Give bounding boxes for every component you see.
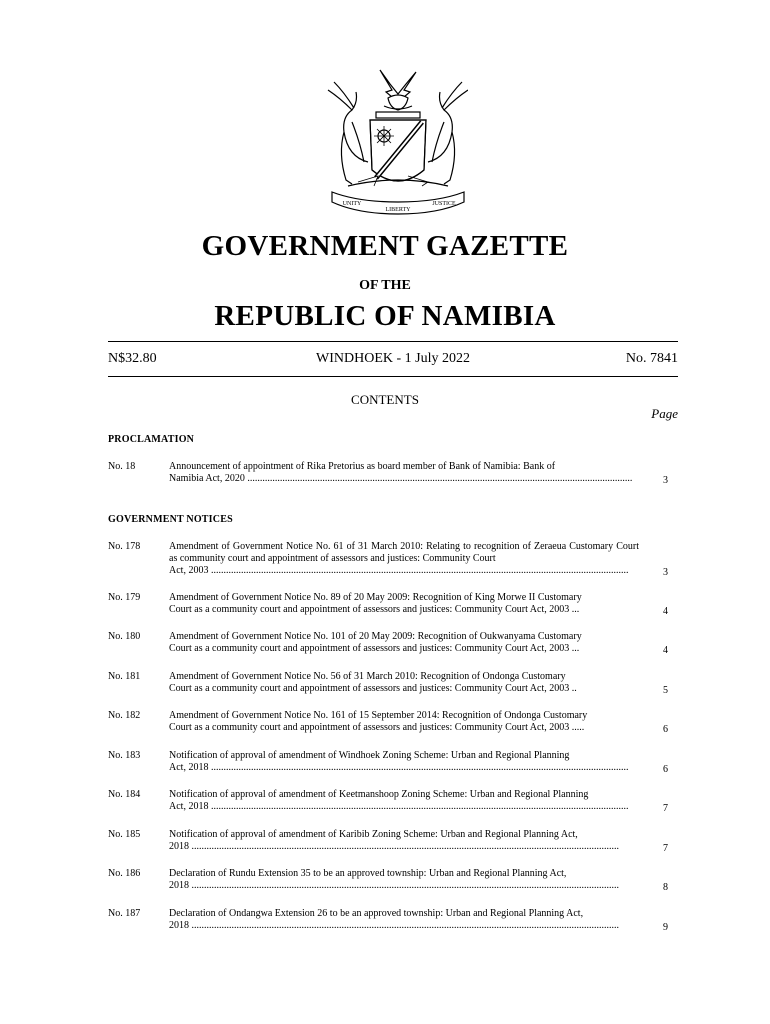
entry-title-last-line: 2018 ........................................................................................................................................................................... bbox=[169, 920, 619, 931]
entry-page: 6 bbox=[663, 764, 668, 775]
entry-page: 5 bbox=[663, 685, 668, 696]
entry-number: No. 185 bbox=[108, 829, 141, 840]
issue-line bbox=[108, 351, 678, 371]
entry-number: No. 183 bbox=[108, 750, 141, 761]
motto-unity: UNITY bbox=[342, 201, 362, 207]
entry-title: Declaration of Ondangwa Extension 26 to be an approved township: Urban and Regional Planning Act, 2018 ........................................................................................................................................................................... bbox=[169, 908, 639, 932]
entry-title-last-line: 2018 ........................................................................................................................................................................... bbox=[169, 880, 619, 891]
entry-number: No. 178 bbox=[108, 541, 141, 552]
issue-price: N$32.80 bbox=[108, 351, 157, 366]
page-column-label: Page bbox=[651, 406, 678, 421]
entry-title-last-line: Court as a community court and appointment of assessors and justices: Community Court Act, 2003 ..... bbox=[169, 722, 585, 733]
entry-page: 9 bbox=[663, 922, 668, 933]
entry-number: No. 187 bbox=[108, 908, 141, 919]
top-divider bbox=[108, 341, 678, 342]
entry-title-last-line: Act, 2018 ....................................................................................................................................................................... bbox=[169, 762, 629, 773]
entry-page: 3 bbox=[663, 475, 668, 486]
entry-title-last-line: Act, 2018 ....................................................................................................................................................................... bbox=[169, 801, 629, 812]
entry-page: 6 bbox=[663, 724, 668, 735]
entry-page: 4 bbox=[663, 606, 668, 617]
entry-page: 3 bbox=[663, 567, 668, 578]
entry-title: Notification of approval of amendment of Karibib Zoning Scheme: Urban and Regional Planning Act, 2018 ........................................................................................................................................................................... bbox=[169, 829, 639, 853]
entry-page: 8 bbox=[663, 882, 668, 893]
entry-title: Amendment of Government Notice No. 61 of 31 March 2010: Relating to recognition of Zeraeua Customary Court as community court and appointment of assessors and justices: Community Court Act, 2003 ....................................................................................................................................................................... bbox=[169, 541, 639, 576]
entry-page: 7 bbox=[663, 843, 668, 854]
entry-number: No. 180 bbox=[108, 631, 141, 642]
entry-number: No. 182 bbox=[108, 710, 141, 721]
issue-place-date: WINDHOEK - 1 July 2022 bbox=[316, 351, 470, 366]
entry-title: Notification of approval of amendment of Windhoek Zoning Scheme: Urban and Regional Planning Act, 2018 ....................................................................................................................................................................... bbox=[169, 750, 639, 774]
government-notices-heading: GOVERNMENT NOTICES bbox=[108, 514, 233, 525]
entry-title-last-line: Act, 2003 ....................................................................................................................................................................... bbox=[169, 565, 629, 576]
entry-number: No. 186 bbox=[108, 868, 141, 879]
motto-justice: JUSTICE bbox=[432, 201, 456, 207]
motto-liberty: LIBERTY bbox=[385, 207, 411, 213]
entry-title-last-line: Court as a community court and appointment of assessors and justices: Community Court Act, 2003 ... bbox=[169, 643, 580, 654]
contents-heading: CONTENTS bbox=[351, 392, 419, 407]
entry-title: Amendment of Government Notice No. 56 of 31 March 2010: Recognition of Ondonga Customary Court as a community court and appointment of assessors and justices: Community Court Act, 2003 .. bbox=[169, 671, 639, 695]
entry-number: No. 179 bbox=[108, 592, 141, 603]
entry-title: Notification of approval of amendment of Keetmanshoop Zoning Scheme: Urban and Regional Planning Act, 2018 ....................................................................................................................................................................... bbox=[169, 789, 639, 813]
gazette-subtitle: OF THE bbox=[359, 278, 411, 293]
entry-title: Announcement of appointment of Rika Pretorius as board member of Bank of Namibia: Bank of Namibia Act, 2020 .......................................................................................................................................................... bbox=[169, 461, 639, 485]
proclamation-heading: PROCLAMATION bbox=[108, 434, 195, 445]
entry-title-last-line: 2018 ........................................................................................................................................................................... bbox=[169, 841, 619, 852]
entry-title-last-line: Court as a community court and appointment of assessors and justices: Community Court Act, 2003 ... bbox=[169, 604, 580, 615]
entry-number: No. 184 bbox=[108, 789, 141, 800]
entry-title: Amendment of Government Notice No. 89 of 20 May 2009: Recognition of King Morwe II Customary Court as a community court and appointment of assessors and justices: Community Court Act, 2003 ... bbox=[169, 592, 639, 616]
coat-of-arms-emblem bbox=[318, 62, 468, 222]
gazette-title: GOVERNMENT GAZETTE bbox=[201, 230, 569, 262]
entry-page: 7 bbox=[663, 803, 668, 814]
issue-number: No. 7841 bbox=[625, 351, 678, 366]
entry-number: No. 181 bbox=[108, 671, 141, 682]
entry-number: No. 18 bbox=[108, 461, 136, 472]
entry-title: Amendment of Government Notice No. 101 of 20 May 2009: Recognition of Oukwanyama Customary Court as a community court and appointment of assessors and justices: Community Court Act, 2003 ... bbox=[169, 631, 639, 655]
entry-title-last-line: Namibia Act, 2020 .......................................................................................................................................................... bbox=[169, 473, 633, 484]
entry-page: 4 bbox=[663, 645, 668, 656]
bottom-divider bbox=[108, 376, 678, 377]
entry-title-last-line: Court as a community court and appointment of assessors and justices: Community Court Act, 2003 .. bbox=[169, 683, 577, 694]
republic-title: REPUBLIC OF NAMIBIA bbox=[214, 300, 556, 332]
entry-title: Declaration of Rundu Extension 35 to be an approved township: Urban and Regional Planning Act, 2018 ........................................................................................................................................................................... bbox=[169, 868, 639, 892]
entry-title: Amendment of Government Notice No. 161 of 15 September 2014: Recognition of Ondonga Customary Court as a community court and appointment of assessors and justices: Community Court Act, 2003 ..... bbox=[169, 710, 639, 734]
